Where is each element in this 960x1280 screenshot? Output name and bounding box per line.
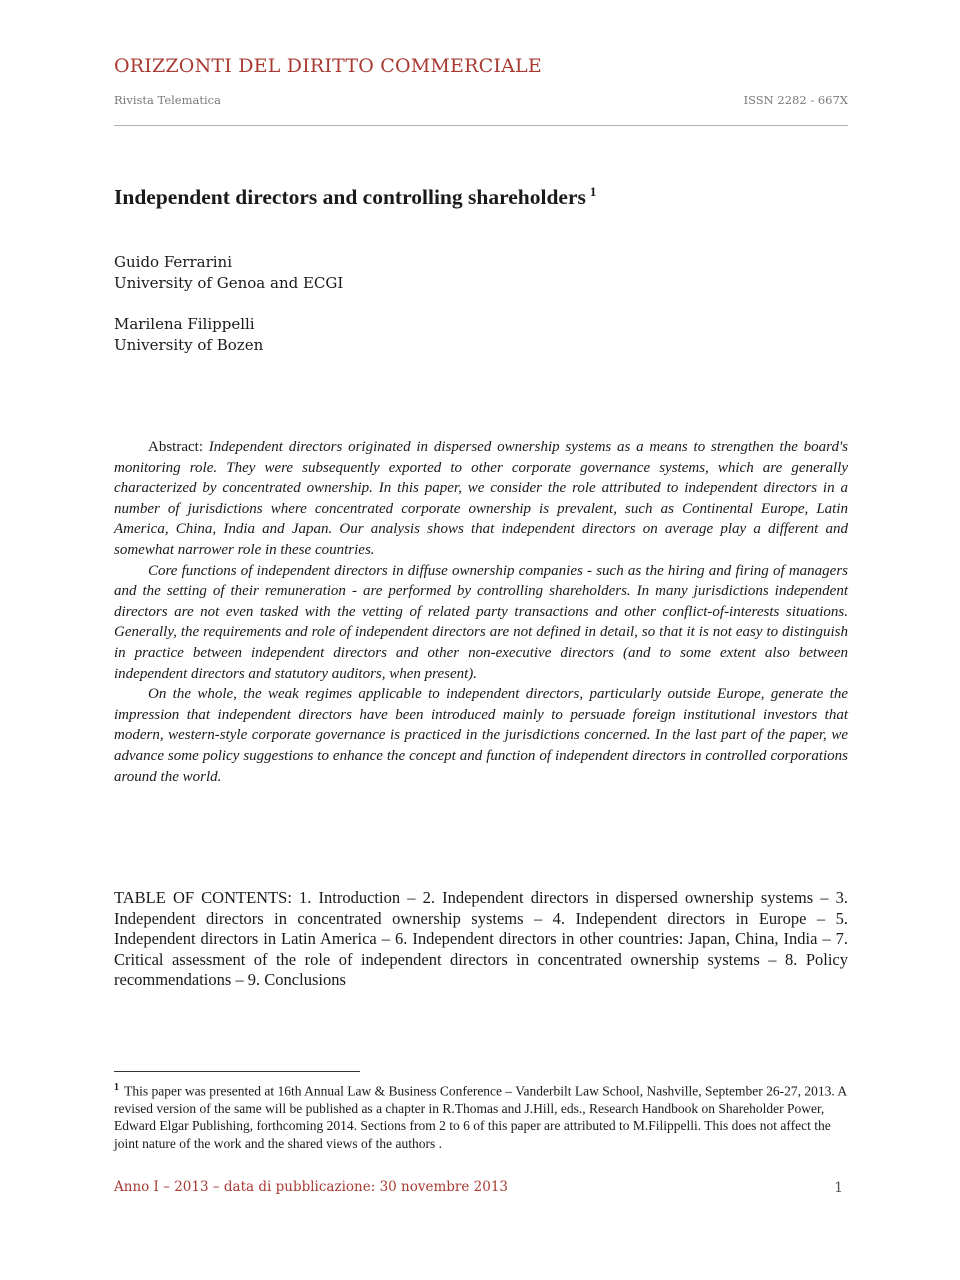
author-name: Marilena Filippelli bbox=[114, 315, 255, 333]
author-affiliation: University of Genoa and ECGI bbox=[114, 274, 344, 292]
abstract-text: On the whole, the weak regimes applicable to independent directors, particularly outside Europe, generate the impression that independent directors have been introduced mainly to persuade foreign institutional investors that modern, western-style corporate governance is practiced in the jurisdictions concerned. In the last part of the paper, we advance some policy suggestions to enhance the concept and function of independent directors in controlled corporations around the world. bbox=[114, 686, 848, 785]
issn: ISSN 2282 - 667X bbox=[743, 93, 848, 107]
header-divider bbox=[114, 125, 848, 126]
abstract bbox=[114, 437, 848, 787]
author-2 bbox=[114, 314, 263, 356]
title-footnote-mark[interactable]: 1 bbox=[589, 184, 597, 199]
author-1 bbox=[114, 252, 343, 294]
paper-title bbox=[114, 184, 596, 210]
publication-info: Anno I – 2013 – data di pubblicazione: 30 novembre 2013 bbox=[114, 1179, 509, 1195]
journal-subtitle: Rivista Telematica bbox=[114, 93, 221, 107]
footnote-mark: 1 bbox=[114, 1082, 119, 1093]
abstract-label: Abstract: bbox=[148, 439, 203, 455]
paper-title-text: Independent directors and controlling shareholders bbox=[114, 185, 586, 210]
footnote bbox=[114, 1079, 848, 1152]
abstract-paragraph bbox=[114, 684, 848, 787]
abstract-paragraph bbox=[114, 437, 848, 561]
footnote-divider bbox=[114, 1071, 360, 1072]
journal-title: ORIZZONTI DEL DIRITTO COMMERCIALE bbox=[114, 55, 542, 77]
abstract-text: Core functions of independent directors in diffuse ownership companies - such as the hiring and firing of managers and the setting of their remuneration - are performed by controlling shareholders. In many jurisdictions independent directors are not even tasked with the vetting of related party transactions and other conflict-of-interests situations. Generally, the requirements and role of independent directors are not defined in detail, so that it is not easy to distinguish in practice between independent directors and other non-executive directors (and to some extent also between independent directors and statutory auditors, when present). bbox=[114, 562, 848, 682]
table-of-contents: TABLE OF CONTENTS: 1. Introduction – 2. Independent directors in dispersed ownership systems – 3. Independent directors in concentrated ownership systems – 4. Independent directors in Europe – 5. Independent directors in Latin America – 6. Independent directors in other countries: Japan, China, India – 7. Critical assessment of the role of independent directors in concentrated ownership systems – 8. Policy recommendations – 9. Conclusions bbox=[114, 888, 848, 990]
abstract-text: Independent directors originated in dispersed ownership systems as a means to strengthen the board's monitoring role. They were subsequently exported to other corporate governance systems, which are generally characterized by concentrated ownership. In this paper, we consider the role attributed to independent directors in a number of jurisdictions where concentrated corporate ownership is prevalent, such as Continental Europe, Latin America, China, India and Japan. Our analysis shows that independent directors on average play a different and somewhat narrower role in these countries. bbox=[114, 439, 848, 558]
footnote-text: This paper was presented at 16th Annual Law & Business Conference – Vanderbilt Law School, Nashville, September 26-27, 2013. A revised version of the same will be published as a chapter in R.Thomas and J.Hill, eds., Research Handbook on Shareholder Power, Edward Elgar Publishing, forthcoming 2014. Sections from 2 to 6 of this paper are attributed to M.Filippelli. This does not affect the joint nature of the work and the shared views of the authors . bbox=[114, 1083, 847, 1151]
abstract-paragraph bbox=[114, 561, 848, 685]
author-name: Guido Ferrarini bbox=[114, 253, 233, 271]
page-number: 1 bbox=[834, 1180, 843, 1196]
author-affiliation: University of Bozen bbox=[114, 336, 264, 354]
